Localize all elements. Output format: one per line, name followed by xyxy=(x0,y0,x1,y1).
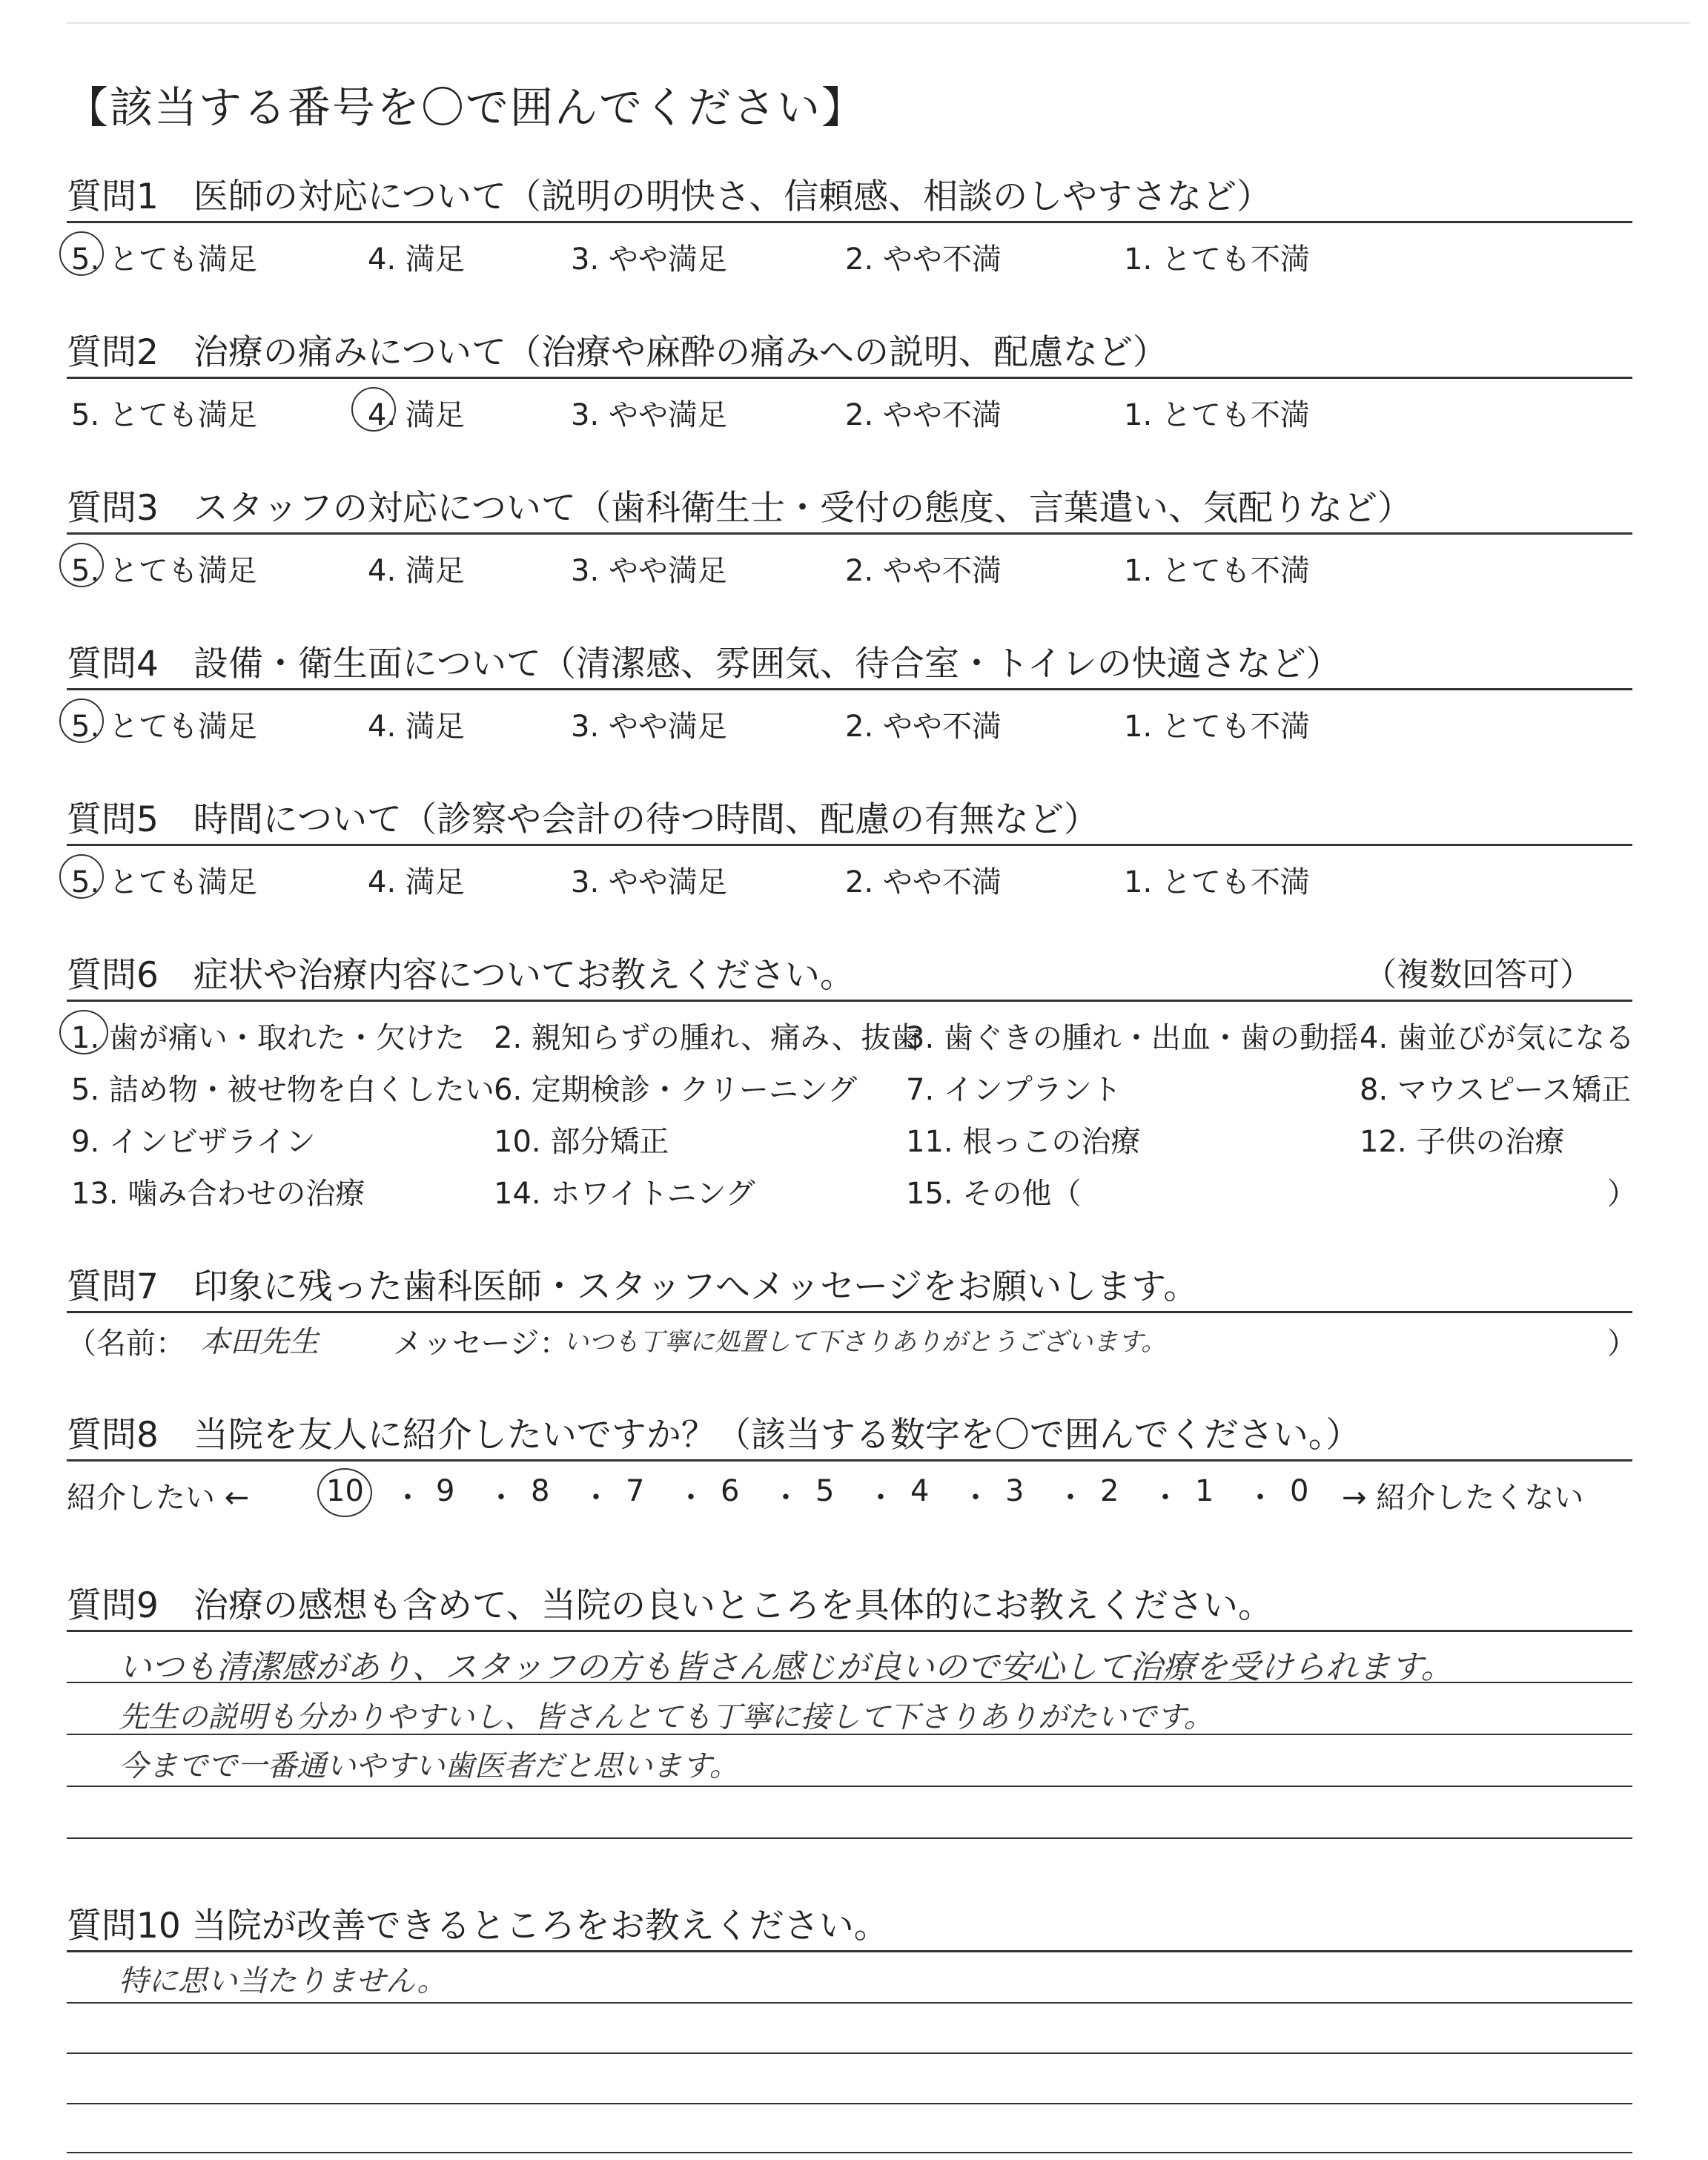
q9-answer-line-3[interactable]: 今までで一番通いやすい歯医者だと思います。 xyxy=(119,1749,739,1783)
q6-option-8[interactable]: 8. マウスピース矯正 xyxy=(1360,1073,1632,1107)
q8-scale-8[interactable]: 8 xyxy=(531,1474,550,1508)
q6-option-1[interactable]: 1. 歯が痛い・取れた・欠けた xyxy=(71,1021,465,1055)
question-9-label: 質問9 治療の感想も含めて、当院の良いところを具体的にお教えください。 xyxy=(67,1585,1273,1626)
q2-option-4[interactable]: 4. 満足 xyxy=(368,398,465,432)
question-1-label: 質問1 医師の対応について（説明の明快さ、信頼感、相談のしやすさなど） xyxy=(67,176,1272,217)
q9-write-line xyxy=(67,1837,1632,1839)
q10-write-line xyxy=(67,2152,1632,2153)
q6-option-13[interactable]: 13. 噛み合わせの治療 xyxy=(71,1177,365,1211)
q8-scale-9[interactable]: 9 xyxy=(436,1474,455,1508)
q6-option-2[interactable]: 2. 親知らずの腫れ、痛み、抜歯 xyxy=(494,1021,921,1055)
q5-option-5[interactable]: 5. とても満足 xyxy=(71,865,257,899)
question-4-label: 質問4 設備・衛生面について（清潔感、雰囲気、待合室・トイレの快適さなど） xyxy=(67,644,1341,684)
page-title: 【該当する番号を〇で囲んでください】 xyxy=(65,82,867,133)
q8-scale-2[interactable]: 2 xyxy=(1100,1474,1119,1508)
q8-dot: ・ xyxy=(771,1481,801,1515)
q8-dot: ・ xyxy=(1151,1481,1180,1515)
question-6-label: 質問6 症状や治療内容についてお教えください。 xyxy=(67,955,855,996)
q4-option-2[interactable]: 2. やや不満 xyxy=(845,710,1002,744)
q8-dot: ・ xyxy=(1056,1481,1085,1515)
question-10-label: 質問10 当院が改善できるところをお教えください。 xyxy=(67,1906,889,1946)
q8-scale-3[interactable]: 3 xyxy=(1005,1474,1025,1508)
top-rule xyxy=(67,22,1690,24)
question-6-rule xyxy=(67,1000,1632,1002)
q8-dot: ・ xyxy=(866,1481,896,1515)
q10-write-line xyxy=(67,2052,1632,2054)
question-4-rule xyxy=(67,688,1632,690)
q8-dot: ・ xyxy=(1245,1481,1275,1515)
q8-scale-5[interactable]: 5 xyxy=(815,1474,835,1508)
q1-option-1[interactable]: 1. とても不満 xyxy=(1124,242,1310,277)
q5-option-2[interactable]: 2. やや不満 xyxy=(845,865,1002,899)
q6-option-12[interactable]: 12. 子供の治療 xyxy=(1360,1125,1565,1159)
q10-write-line xyxy=(67,2103,1632,2104)
q6-option-4[interactable]: 4. 歯並びが気になる xyxy=(1360,1021,1635,1055)
q10-answer[interactable]: 特に思い当たりません。 xyxy=(119,1964,447,1998)
q1-option-5[interactable]: 5. とても満足 xyxy=(71,242,257,277)
q2-option-3[interactable]: 3. やや満足 xyxy=(571,398,727,432)
question-3-label: 質問3 スタッフの対応について（歯科衛生士・受付の態度、言葉遣い、気配りなど） xyxy=(67,488,1412,529)
question-5-rule xyxy=(67,844,1632,846)
q10-write-line xyxy=(67,2002,1632,2004)
q4-option-1[interactable]: 1. とても不満 xyxy=(1124,710,1310,744)
q7-message-prefix: メッセージ： xyxy=(393,1327,569,1361)
q9-write-line xyxy=(67,1734,1632,1735)
q2-option-2[interactable]: 2. やや不満 xyxy=(845,398,1002,432)
q9-answer-line-1[interactable]: いつも清潔感があり、スタッフの方も皆さん感じが良いので安心して治療を受けられます。 xyxy=(119,1648,1454,1686)
q1-option-3[interactable]: 3. やや満足 xyxy=(571,242,727,277)
q8-dot: ・ xyxy=(486,1481,516,1515)
q6-option-15[interactable]: 15. その他（ xyxy=(906,1177,1082,1211)
q6-option-9[interactable]: 9. インビザライン xyxy=(71,1125,316,1159)
q1-selection-circle xyxy=(59,231,104,276)
q4-selection-circle xyxy=(59,698,104,743)
q6-option-3[interactable]: 3. 歯ぐきの腫れ・出血・歯の動揺 xyxy=(906,1021,1359,1055)
question-8-rule xyxy=(67,1459,1632,1462)
q8-dot: ・ xyxy=(961,1481,990,1515)
q8-scale-1[interactable]: 1 xyxy=(1195,1474,1214,1508)
question-8-label: 質問8 当院を友人に紹介したいですか？（該当する数字を〇で囲んでください。） xyxy=(67,1415,1361,1456)
q2-selection-circle xyxy=(351,387,396,432)
q7-name-prefix: （名前： xyxy=(67,1327,185,1361)
q5-option-3[interactable]: 3. やや満足 xyxy=(571,865,727,899)
question-9-rule xyxy=(67,1630,1632,1632)
q6-option-5[interactable]: 5. 詰め物・被せ物を白くしたい xyxy=(71,1073,494,1107)
q4-option-3[interactable]: 3. やや満足 xyxy=(571,710,727,744)
q3-option-5[interactable]: 5. とても満足 xyxy=(71,554,257,588)
q6-option-10[interactable]: 10. 部分矯正 xyxy=(494,1125,669,1159)
q8-left-label: 紹介したい ← xyxy=(67,1481,250,1515)
q7-close-paren: ） xyxy=(1607,1327,1637,1361)
q3-option-2[interactable]: 2. やや不満 xyxy=(845,554,1002,588)
question-2-label: 質問2 治療の痛みについて（治療や麻酔の痛みへの説明、配慮など） xyxy=(67,332,1168,373)
q8-dot: ・ xyxy=(393,1481,423,1515)
q9-answer-line-2[interactable]: 先生の説明も分かりやすいし、皆さんとても丁寧に接して下さりありがたいです。 xyxy=(119,1700,1214,1734)
q8-right-label: → 紹介したくない xyxy=(1342,1481,1584,1515)
q8-scale-6[interactable]: 6 xyxy=(721,1474,740,1508)
q7-message-value[interactable]: いつも丁寧に処置して下さりありがとうございます。 xyxy=(563,1327,1167,1357)
q4-option-4[interactable]: 4. 満足 xyxy=(368,710,465,744)
q6-other-close-paren: ） xyxy=(1607,1177,1637,1211)
q8-scale-10[interactable]: 10 xyxy=(326,1474,364,1508)
q4-option-5[interactable]: 5. とても満足 xyxy=(71,710,257,744)
q1-option-4[interactable]: 4. 満足 xyxy=(368,242,465,277)
q2-option-5[interactable]: 5. とても満足 xyxy=(71,398,257,432)
question-5-label: 質問5 時間について（診察や会計の待つ時間、配慮の有無など） xyxy=(67,799,1099,840)
q3-option-4[interactable]: 4. 満足 xyxy=(368,554,465,588)
question-1-rule xyxy=(67,221,1632,223)
question-3-rule xyxy=(67,532,1632,535)
q6-multiple-note: （複数回答可） xyxy=(1364,956,1592,994)
q8-scale-4[interactable]: 4 xyxy=(910,1474,930,1508)
q5-option-1[interactable]: 1. とても不満 xyxy=(1124,865,1310,899)
q6-option-11[interactable]: 11. 根っこの治療 xyxy=(906,1125,1141,1159)
q5-selection-circle xyxy=(59,854,104,899)
q6-selection-circle xyxy=(59,1010,108,1054)
q8-scale-7[interactable]: 7 xyxy=(626,1474,645,1508)
question-7-rule xyxy=(67,1311,1632,1313)
q6-option-14[interactable]: 14. ホワイトニング xyxy=(494,1177,755,1211)
q8-dot: ・ xyxy=(581,1481,611,1515)
question-7-label: 質問7 印象に残った歯科医師・スタッフへメッセージをお願いします。 xyxy=(67,1266,1199,1307)
q1-option-2[interactable]: 2. やや不満 xyxy=(845,242,1002,277)
q2-option-1[interactable]: 1. とても不満 xyxy=(1124,398,1310,432)
q8-dot: ・ xyxy=(676,1481,706,1515)
q3-option-1[interactable]: 1. とても不満 xyxy=(1124,554,1310,588)
question-2-rule xyxy=(67,377,1632,379)
q5-option-4[interactable]: 4. 満足 xyxy=(368,865,465,899)
q6-option-7[interactable]: 7. インプラント xyxy=(906,1073,1122,1107)
q3-option-3[interactable]: 3. やや満足 xyxy=(571,554,727,588)
q8-selection-circle xyxy=(317,1468,372,1517)
q7-name-value[interactable]: 本田先生 xyxy=(200,1325,319,1359)
q9-write-line xyxy=(67,1682,1632,1683)
q9-write-line xyxy=(67,1786,1632,1787)
q6-option-6[interactable]: 6. 定期検診・クリーニング xyxy=(494,1073,858,1107)
q8-scale-0[interactable]: 0 xyxy=(1290,1474,1309,1508)
question-10-rule xyxy=(67,1950,1632,1952)
q3-selection-circle xyxy=(59,543,104,587)
